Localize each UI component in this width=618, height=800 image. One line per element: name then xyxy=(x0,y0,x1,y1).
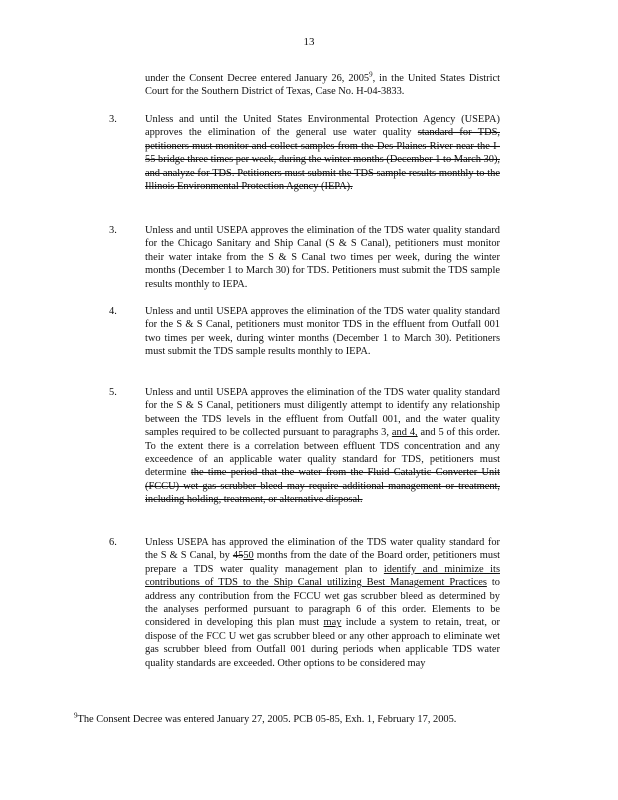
footnote-text: The Consent Decree was entered January 27, 2005. PCB 05-85, Exh. 1, February 17, 2005. xyxy=(77,714,457,725)
paragraph-management-plan xyxy=(145,536,500,670)
paragraph-effluent-monitoring xyxy=(145,305,500,359)
item-number: 5. xyxy=(109,387,117,398)
intro-paragraph xyxy=(145,72,500,99)
struck-text: the time period that the water from the Fluid Catalytic Converter Unit (FCCU) wet gas scrubber bleed may require additional management or treatment, including holding, treatment, or alternative disposal. xyxy=(145,467,500,506)
paragraph-text: months from the date of the Board order, petitioners must prepare a TDS water quality management plan to xyxy=(145,550,500,575)
item-number: 3. xyxy=(109,114,117,125)
struck-number: 45 xyxy=(232,550,244,562)
paragraph-correlation xyxy=(145,386,500,507)
underlined-text: and 4, xyxy=(391,427,418,439)
paragraph-text: include a system to retain, treat, or dispose of the FCC U wet gas scrubber bleed or any other approach to eliminate wet gas scrubber bleed from Outfall 001 during periods when applicable TDS water quality standards are exceeded. Other options to be considered may xyxy=(145,617,500,669)
underlined-text: identify and minimize its contributions of TDS to the Ship Canal utilizing Best Management Practices xyxy=(145,563,500,589)
paragraph-text: Unless USEPA has approved the elimination of the TDS water quality standard for the S & S Canal, by xyxy=(145,537,500,562)
paragraph-text: Unless and until USEPA approves the elimination of the TDS water quality standard for the S & S Canal, petitioners must diligently attempt to identify any relationship between the TDS levels in the effluent from Outfall 001, and the water quality samples required to be collected pursuant to paragraphs 3, xyxy=(145,387,500,439)
footnote-mark: 9 xyxy=(74,711,78,720)
paragraph-text: and 5 of this order. To the extent there is a correlation between effluent TDS concentration and any exceedence of an applicable water quality standard for TDS, petitioners must determine xyxy=(145,427,500,479)
footnote-ref: 9 xyxy=(369,70,373,79)
paragraph-text: Unless and until USEPA approves the elimination of the TDS water quality standard for the S & S Canal, petitioners must monitor TDS in the effluent from Outfall 001 two times per week, during winter months (December 1 to March 30). Petitioners must submit the TDS sample results monthly to IEPA. xyxy=(145,306,500,358)
paragraph-text: Unless and until USEPA approves the elimination of the TDS water quality standard for the Chicago Sanitary and Ship Canal (S & S Canal), petitioners must monitor their water intake from the S & S Canal two times per week, during the winter months (December 1 to March 30) for TDS. Petitioners must submit the TDS sample results monthly to IEPA. xyxy=(145,225,500,290)
footnote xyxy=(74,713,534,726)
paragraph-text: Unless and until the United States Environmental Protection Agency (USEPA) approves the elimination of the general use water quality xyxy=(145,114,500,139)
underlined-word: may xyxy=(323,617,342,629)
intro-text-a: under the Consent Decree entered January 26, 2005 xyxy=(145,73,370,84)
paragraph-text: to address any contribution from the FCCU wet gas scrubber bleed as determined by the analyses performed pursuant to paragraph 6 of this order. Elements to be considered in developing this plan must xyxy=(145,577,500,629)
page-number: 13 xyxy=(303,36,315,48)
struck-text: standard for TDS, petitioners must monitor and collect samples from the Des Plaines River near the I-55 bridge three times per week, during the winter months (December 1 to March 30), and analyze for TDS. Petitioners must submit the TDS sample results monthly to the Illinois Environmental Protection Agency (IEPA). xyxy=(145,127,500,193)
underlined-number: 50 xyxy=(243,550,254,562)
intro-text-b: , in the United States District Court for the Southern District of Texas, Case No. H-04-3833. xyxy=(145,73,500,98)
item-number: 6. xyxy=(109,537,117,548)
paragraph-struck-monitoring xyxy=(145,113,500,193)
item-number: 4. xyxy=(109,306,117,317)
item-number: 3. xyxy=(109,225,117,236)
paragraph-intake-monitoring xyxy=(145,224,500,291)
